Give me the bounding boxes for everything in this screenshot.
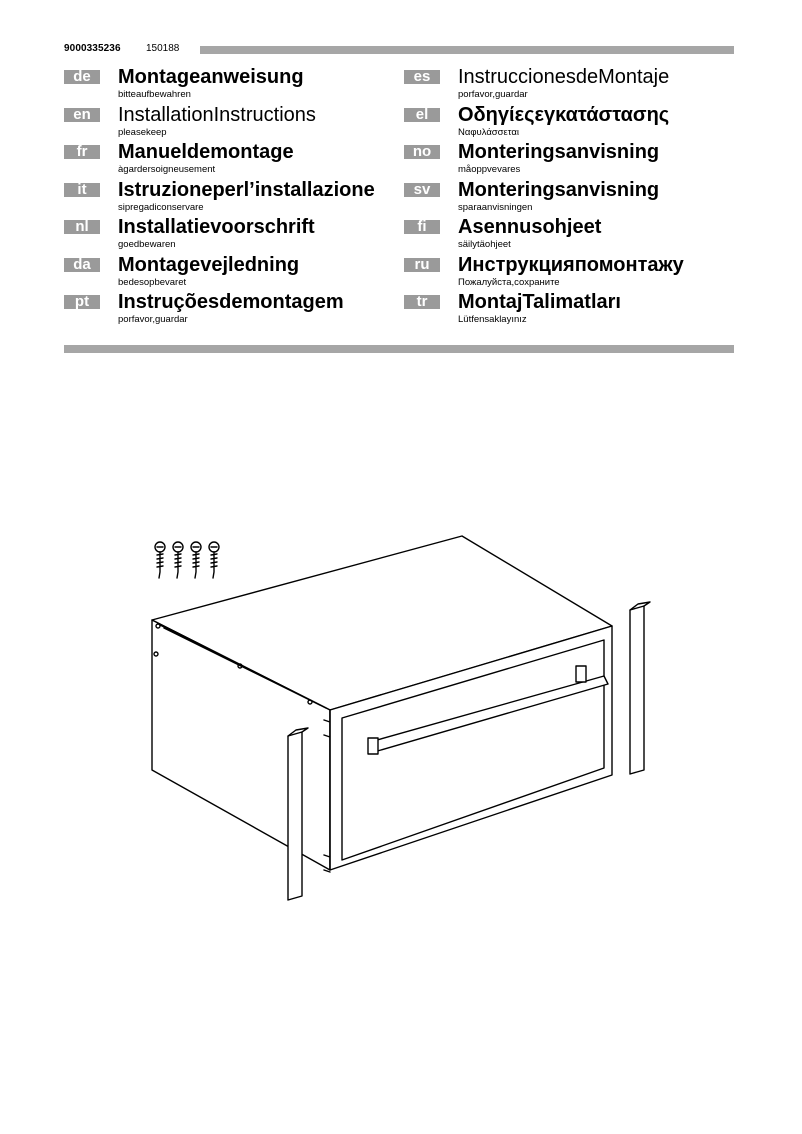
language-code-badge: sv bbox=[404, 183, 440, 197]
language-entry-fr bbox=[64, 141, 394, 179]
footer-divider-bar bbox=[64, 345, 734, 353]
language-entry-no bbox=[404, 141, 734, 179]
language-code-badge: tr bbox=[404, 295, 440, 309]
language-title: Manueldemontage bbox=[118, 141, 294, 163]
trim-strip-icon bbox=[630, 602, 650, 774]
language-entry-da bbox=[64, 254, 394, 292]
language-subtitle: Lütfensaklayınız bbox=[458, 314, 527, 325]
screw-icon bbox=[209, 542, 219, 578]
language-code-badge: el bbox=[404, 108, 440, 122]
language-entry-pt bbox=[64, 291, 394, 329]
language-subtitle: bitteaufbewahren bbox=[118, 89, 191, 100]
language-code-badge: fr bbox=[64, 145, 100, 159]
language-code-badge: ru bbox=[404, 258, 440, 272]
language-subtitle: Пожалуйста,сохраните bbox=[458, 276, 560, 288]
document-date: 150188 bbox=[146, 43, 180, 54]
language-title: Οδηγίεςεγκατάστασης bbox=[458, 103, 670, 126]
language-entry-es bbox=[404, 66, 734, 104]
warming-drawer-installation-icon bbox=[130, 530, 670, 910]
language-code-badge: de bbox=[64, 70, 100, 84]
language-entry-it bbox=[64, 179, 394, 217]
language-subtitle: sipregadiconservare bbox=[118, 201, 204, 213]
language-subtitle: måoppvevares bbox=[458, 164, 521, 175]
language-title: InstallationInstructions bbox=[118, 103, 316, 126]
language-subtitle: porfavor,guardar bbox=[458, 89, 528, 100]
language-title: Monteringsanvisning bbox=[458, 141, 660, 163]
language-code-badge: fi bbox=[404, 220, 440, 234]
language-code-badge: nl bbox=[64, 220, 100, 234]
language-entry-en bbox=[64, 104, 394, 142]
language-subtitle: säilytäohjeet bbox=[458, 239, 511, 250]
language-title: Asennusohjeet bbox=[458, 216, 602, 238]
language-subtitle: sparaanvisningen bbox=[458, 201, 533, 213]
language-title: Installatievoorschrift bbox=[118, 216, 315, 238]
language-entry-nl bbox=[64, 216, 394, 254]
language-title: Montageanweisung bbox=[118, 66, 304, 88]
language-subtitle: porfavor,guardar bbox=[118, 314, 188, 325]
language-column-right bbox=[404, 66, 734, 329]
language-title: Istruzioneperl’installazione bbox=[118, 178, 375, 201]
language-subtitle: àgardersoigneusement bbox=[118, 164, 216, 175]
language-entry-de bbox=[64, 66, 394, 104]
language-code-badge: en bbox=[64, 108, 100, 122]
language-title: MontajTalimatları bbox=[458, 291, 621, 313]
language-entry-fi bbox=[404, 216, 734, 254]
language-title: Monteringsanvisning bbox=[458, 178, 660, 201]
language-title: InstruccionesdeMontaje bbox=[458, 66, 670, 88]
language-code-badge: it bbox=[64, 183, 100, 197]
language-code-badge: no bbox=[404, 145, 440, 159]
language-entry-el bbox=[404, 104, 734, 142]
document-header bbox=[64, 43, 734, 57]
language-subtitle: goedbewaren bbox=[118, 239, 176, 250]
language-code-badge: pt bbox=[64, 295, 100, 309]
language-column-left bbox=[64, 66, 394, 329]
screw-icon bbox=[191, 542, 201, 578]
language-subtitle: Ναφυλάσσεται bbox=[458, 126, 519, 138]
screw-icon bbox=[155, 542, 165, 578]
screw-icon bbox=[173, 542, 183, 578]
language-title: Инструкцияпомонтажу bbox=[458, 253, 684, 276]
language-code-badge: da bbox=[64, 258, 100, 272]
language-title: Instruçõesdemontagem bbox=[118, 291, 344, 313]
language-subtitle: pleasekeep bbox=[118, 126, 167, 138]
language-entry-tr bbox=[404, 291, 734, 329]
header-divider-bar bbox=[200, 46, 734, 54]
language-code-badge: es bbox=[404, 70, 440, 84]
document-number: 9000335236 bbox=[64, 43, 121, 54]
language-subtitle: bedesopbevaret bbox=[118, 276, 187, 288]
language-entry-sv bbox=[404, 179, 734, 217]
language-entry-ru bbox=[404, 254, 734, 292]
language-title: Montagevejledning bbox=[118, 253, 300, 276]
